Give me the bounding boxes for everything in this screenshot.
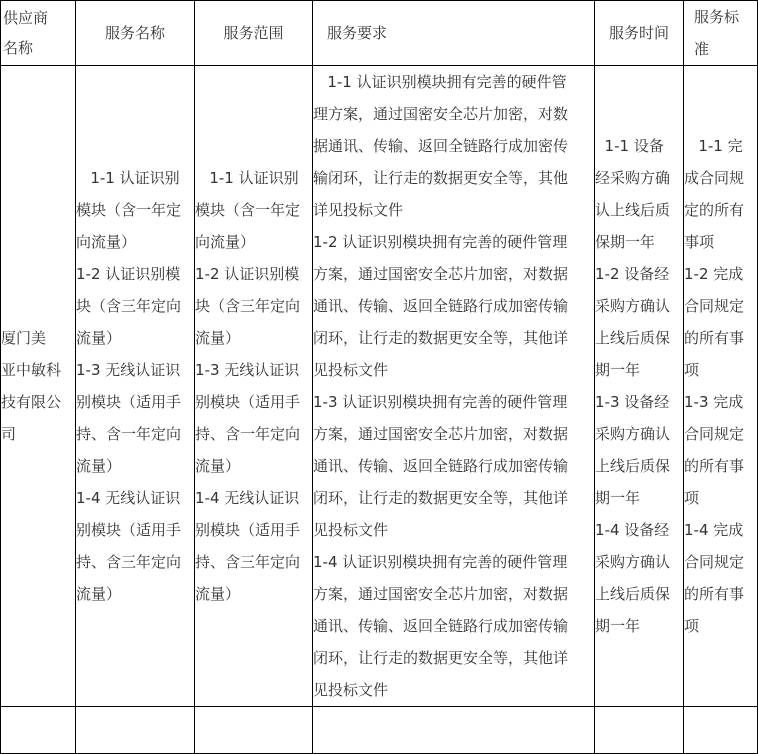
service-name-cell [76, 66, 195, 707]
empty-cell [684, 707, 758, 754]
service-req-text: 1-1 认证识别模块拥有完善的硬件管 理方案，通过国密安全芯片加密，对数 据通讯、传输、返回全链路行成加密传 输闭环，让行走的数据更安全等，其他 详见投标文件 1-2 认证识别模块拥有完善的硬件管理 方案，通过国密安全芯片加密，对数据 通讯、传输、返回全链路行成加密传输 闭环，让行走的数据更安全等，其他详 见投标文件 1-3 认证识别模块拥有完善的硬件管理 方案，通过国密安全芯片加密，对数据 通讯、传输、返回全链路行成加密传输 闭环，让行走的数据更安全等，其他详 见投标文件 1-4 认证识别模块拥有完善的硬件管理 方案，通过国密安全芯片加密，对数据 通讯、传输、返回全链路行成加密传输 闭环，让行走的数据更安全等，其他详 见投标文件 [313, 73, 569, 699]
header-service-std-label: 服务标 准 [694, 8, 740, 58]
service-req-cell [313, 66, 595, 707]
service-scope-cell [195, 66, 313, 707]
header-service-req-label: 服务要求 [327, 24, 388, 42]
header-row [1, 1, 758, 66]
header-service-time-label: 服务时间 [608, 24, 669, 42]
empty-cell [195, 707, 313, 754]
header-service-time [595, 1, 684, 66]
service-time-text: 1-1 设备 经采购方确 认上线后质 保期一年 1-2 设备经 采购方确认 上线后质保 期一年 1-3 设备经 采购方确认 上线后质保 期一年 1-4 设备经 采购方确认 上线后质保 期一年 [595, 137, 671, 635]
header-service-req [313, 1, 595, 66]
header-service-name-label: 服务名称 [104, 24, 165, 42]
service-std-cell [684, 66, 758, 707]
service-name-text: 1-1 认证识别 模块（含一年定 向流量） 1-2 认证识别模 块（含三年定向 流量） 1-3 无线认证识 别模块（适用手 持、含一年定向 流量） 1-4 无线认证识 别模块（适用手 持、含三年定向 流量） [76, 169, 182, 603]
service-scope-text: 1-1 认证识别 模块（含一年定 向流量） 1-2 认证识别模 块（含三年定向 流量） 1-3 无线认证识 别模块（适用手 持、含一年定向 流量） 1-4 无线认证识 别模块（适用手 持、含三年定向 流量） [195, 169, 301, 603]
header-service-name [76, 1, 195, 66]
header-vendor [1, 1, 76, 66]
table-row [1, 66, 758, 707]
header-service-std [684, 1, 758, 66]
empty-row [1, 707, 758, 754]
empty-cell [1, 707, 76, 754]
header-service-scope-label: 服务范围 [223, 24, 284, 42]
service-std-text: 1-1 完 成合同规 定的所有 事项 1-2 完成 合同规定 的所有事 项 1-3 完成 合同规定 的所有事 项 1-4 完成 合同规定 的所有事 项 [684, 137, 745, 635]
vendor-cell [1, 66, 76, 707]
header-vendor-label: 供应商 名称 [3, 9, 49, 57]
empty-cell [76, 707, 195, 754]
vendor-name: 厦门美 亚中敏科 技有限公 司 [1, 329, 62, 443]
empty-cell [595, 707, 684, 754]
header-service-scope [195, 1, 313, 66]
empty-cell [313, 707, 595, 754]
service-time-cell [595, 66, 684, 707]
